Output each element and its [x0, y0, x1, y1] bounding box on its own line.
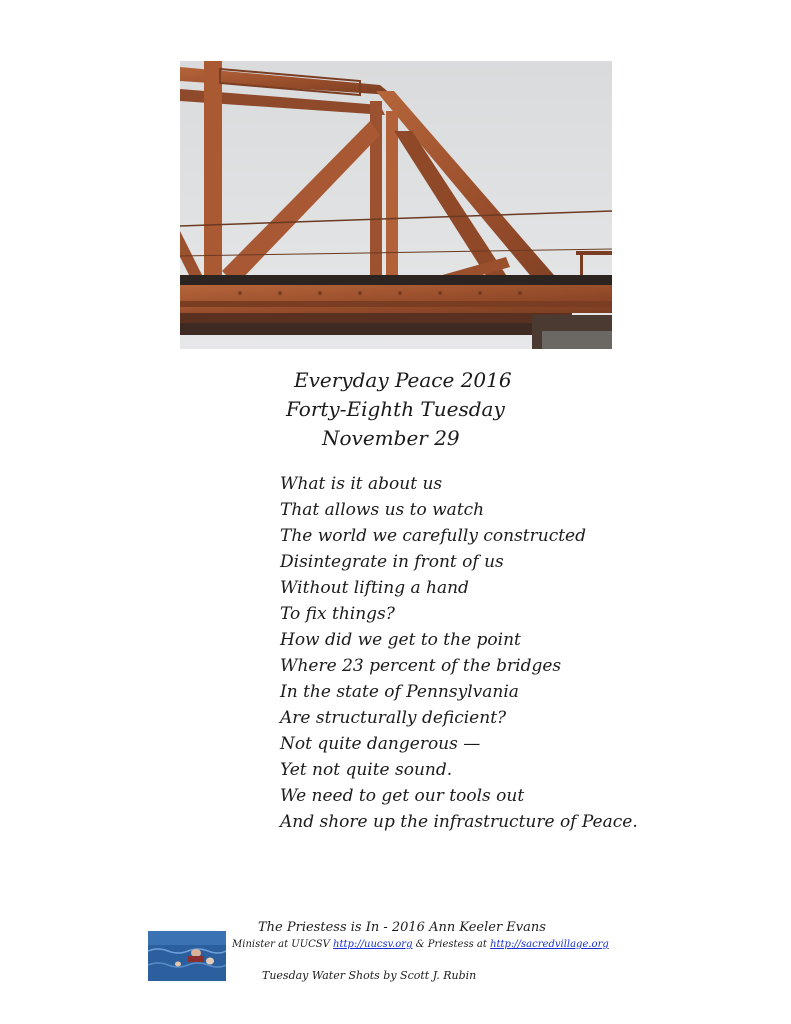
page-date: November 29	[322, 426, 460, 450]
poem-line: Yet not quite sound.	[280, 760, 453, 780]
poem	[280, 471, 660, 835]
poem-line: We need to get our tools out	[280, 786, 525, 806]
photo-credit: Tuesday Water Shots by Scott J. Rubin	[262, 969, 477, 982]
poem-line: Not quite dangerous —	[280, 734, 481, 754]
minister-label: Minister at UUCSV	[232, 939, 330, 950]
header-block	[270, 366, 530, 453]
poem-line: That allows us to watch	[280, 500, 485, 520]
poem-line: Are structurally deficient?	[280, 708, 507, 728]
water-photo	[148, 931, 226, 981]
bridge-illustration	[180, 61, 612, 349]
poem-line: And shore up the infrastructure of Peace.	[280, 812, 638, 832]
poem-line: To fix things?	[280, 604, 395, 624]
poem-line: The world we carefully constructed	[280, 526, 586, 546]
page-subtitle: Forty-Eighth Tuesday	[286, 397, 505, 421]
sacred-village-link[interactable]: http://sacredvillage.org	[490, 939, 609, 950]
poem-line: Disintegrate in front of us	[280, 552, 504, 572]
poem-line: How did we get to the point	[280, 630, 521, 650]
poem-line: In the state of Pennsylvania	[280, 682, 519, 702]
poem-line: What is it about us	[280, 474, 443, 494]
footer-credit: The Priestess is In - 2016 Ann Keeler Evans	[258, 920, 546, 935]
footer-links	[232, 939, 652, 950]
page-title: Everyday Peace 2016	[294, 368, 512, 392]
priestess-label: & Priestess at	[415, 939, 487, 950]
uucsv-link[interactable]: http://uucsv.org	[333, 939, 413, 950]
poem-line: Without lifting a hand	[280, 578, 469, 598]
poem-line: Where 23 percent of the bridges	[280, 656, 562, 676]
water-illustration	[148, 931, 226, 981]
bridge-photo	[180, 61, 612, 349]
